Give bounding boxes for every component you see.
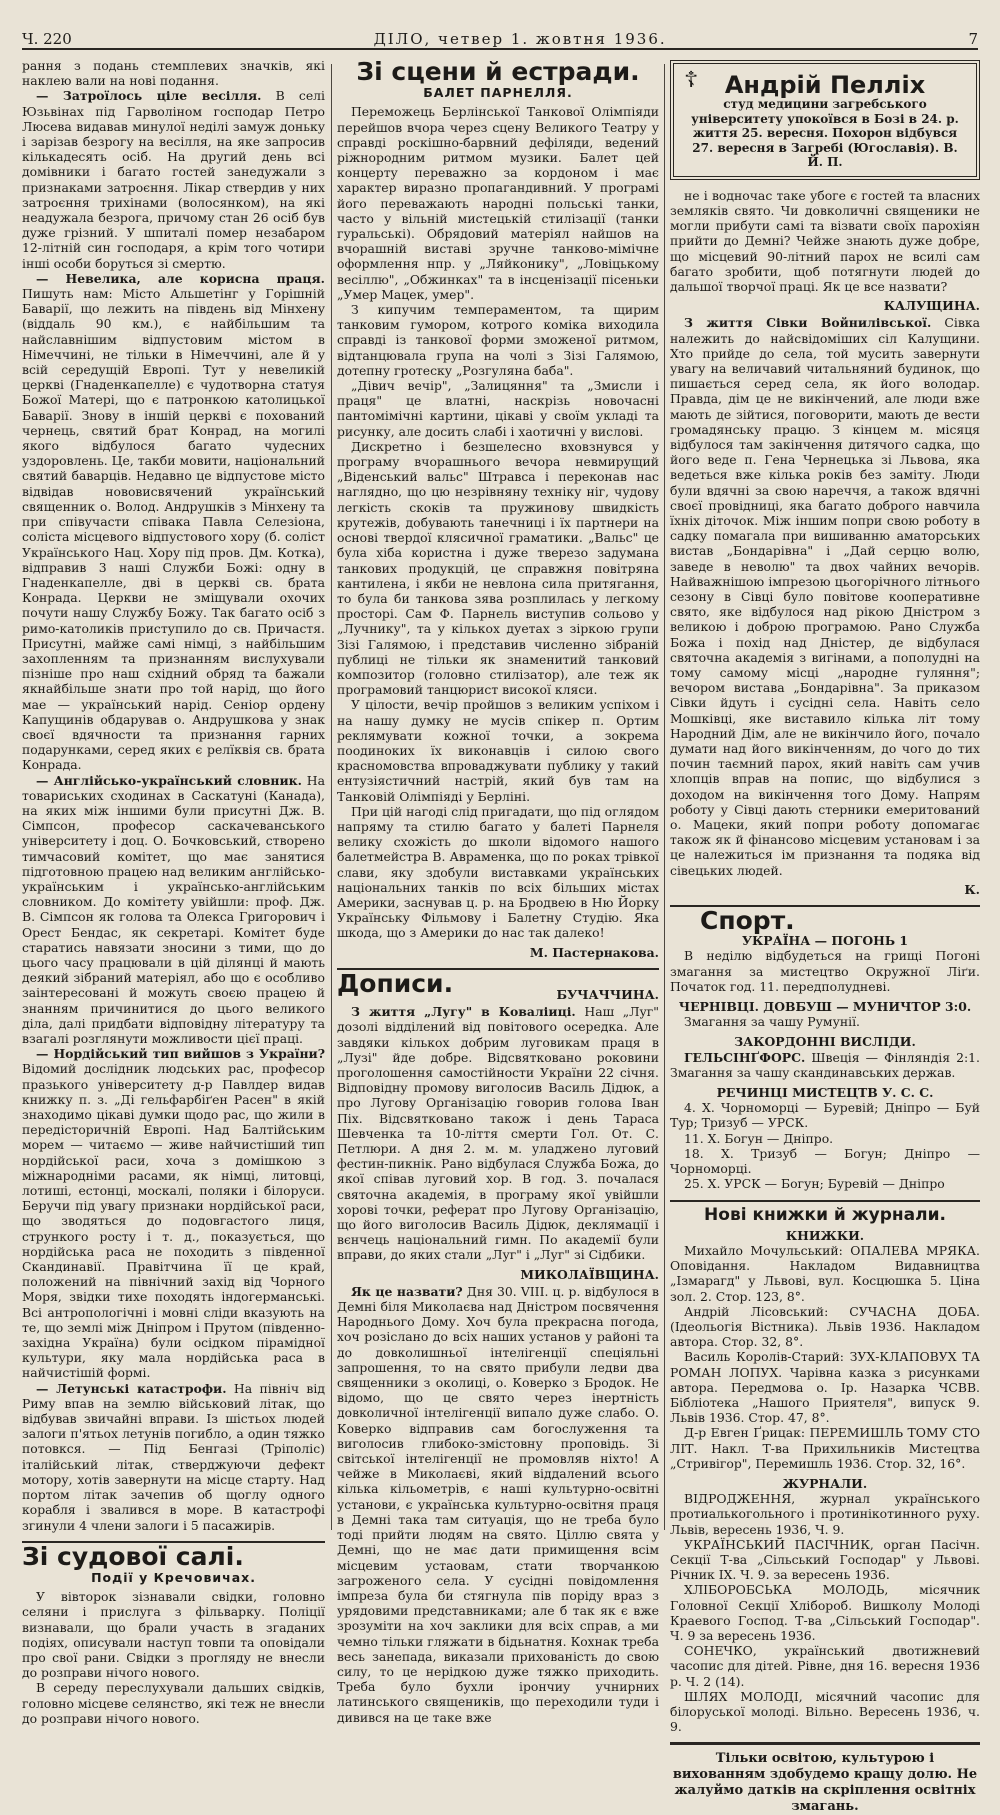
obituary-name: Андрій Пелліх <box>724 71 926 99</box>
letter-body: Сівка належить до найсвідоміших сіл Калущини. Хто прийде до села, той мусить завернути увагу на величавий читальняний будинок, що пишається серед села, як його володар. Правда, дім це не викінчений, але люди вже мають де зійтися, поговорити, мають де вести громадянську працю. З кінцем м. місяця відбулося там закінчення дитячого садка, що його веде п. Гена Чернецька зі Львова, яка ведеться вже кілька років без заміту. Люди були вдячні за свою нареччя, а також вдячні своєї провідниці, яка багато доброго навчила їхніх діточок. Між іншим попри свою роботу в садку помагала при вишиванню аматорських вистав „Бондарівна" і „Дай серцю волю, заведе в неволю" та двох чайних вечорів. Найважнішою імпрезою цьогорічного літнього сезону в Сівці було повітове кооперативне свято, яке відбулося над рікою Дністром з великою і доброю програмою. Рано Служба Божа і похід над Дністер, де відбулася святочна академія з вигінами, а пополудні на тому самому місці „народне гуляння"; вечором вистава „Бондарівна". За приказом Сівки йдуть і сусідні села. Навіть село Мошківці, яке виставило кілька літ тому Народний Дім, але не викінчило його, почало думати над його викінченням, до чого до тих почин таємний парох, який навіть сам учив хлопців вправ на попис, що відбулися з доходом на викінчення того Дому. Напрям роботу у Сівці дають стерники емеритований о. Мацеки, який попри роботу допомагає також як й фінансово місцевим установам і за це належиться ім признання та подяка від сівецьких людей. <box>670 315 980 878</box>
letter-signature: К. <box>964 881 980 897</box>
news-body: На північ від Риму впав на землю військовий літак, що відбував звичайні вправи. Із шістьох людей залоги п'ятьох летунів погибло, а один тяжко потовкся. — Під Бенгазі (Тріполіс) італійський літак, стверджуючи дефект мотору, хотів завернути на місце старту. Над портом літак зачепив об щоглу одного корабля і звалився в море. В катастрофі згинули 4 члени залоги і 5 пасажирів. <box>22 1380 325 1533</box>
book-entry: Михайло Мочульський: ОПАЛЕВА МРЯКА. Оповідання. Накладом Видавництва „Ізмарагд" у Львові, вул. Косцюшка 5. Ціна зол. 2. Стор. 123, 8°. <box>670 1242 980 1304</box>
news-continuation: рання з подань стемплевих значків, які наклею вали на нові подання. <box>22 58 325 89</box>
court-paragraph: У вівторок зізнавали свідки, головно селяни і прислуга з фільварку. Поліції визнавали, що брали участь в згаданих подіях, описували наступ товпи та оповідали про свої рани. Свідки з прогляду не внесли до розправи нічого нового. <box>22 1589 325 1681</box>
sport-headline: ЧЕРНІВЦІ. ДОВБУШ — МУНИЧТОР 3:0. <box>678 999 972 1015</box>
news-title: — Нордійський тип вийшов з України? <box>36 1046 325 1062</box>
court-section-title: Зі судової салі. <box>22 1541 244 1571</box>
news-body: Відомий дослідник людських рас, професор празького університету д-р Павлдер видав книжку п. з. „Ді гельфарбіґен Расен" в якій знаходимо цікаві думки щодо рас, що жили в передісторичній Европі. Над Балтійським морем — читаємо — живе найчистіший тип нордійської раси, хоча з домішкою з міжнародніми расами, як німці, литовці, лотиші, естонці, москалі, поляки і білоруси. Беручи під увагу признаки нордійської раси, що зводяться до подовгастого лиця, стрункого росту і т. д., показується, що нордійська раса не походить з південної Скандинавії. Правітчина її це край, положений на північний захід від Чорного Моря, звідки тихе походять індогерманські. Всі антропологічні і мовні сліди вказують на те, що землі між Дніпром і Прутом (південно-західна Україна) були осідком пірамідної культури, яку мала нордійська раса в найчистішій формі. <box>22 1061 325 1381</box>
ballet-paragraph: „Дівич вечір", „Залицяння" та „Змисли і праця" це влатні, наскрізь новочасні пантомімічні картини, цікаві у своїм укладі та рисунку, але досить слабі і хаотичні у вислові. <box>337 378 659 439</box>
news-item <box>22 1046 325 1380</box>
letter-title: З життя „Лугу" в Коваліиці. <box>351 1004 576 1020</box>
news-title: — Невелика, але корисна праця. <box>36 270 325 286</box>
closing-slogan: Тільки освітою, культурою і вихованням здобудемо кращу долю. Не жалуймо датків на скріплення освітніх змагань. <box>670 1742 980 1815</box>
letter-title: З життя Сівки Войнилівської. <box>684 315 932 331</box>
page-number: 7 <box>968 30 978 48</box>
news-body: Пишуть нам: Місто Альшетінг у Горішній Баварії, що лежить на південь від Мінхену (віддаль 90 км.), є найбільшим та найславнішим відпустовим містом в Німеччині, не тільки в Німеччині, але й у всій середущій Европі. Тут у невеликій церкві (Гнаденкапелле) є чудотворна статуя Божої Матері, що є патронкою католицької Баварії. Знову в іншій церкві є похований чернець, святий брат Конрад, на могилі якого відбулося багато чудесних уздоровлень. Це, такби мовити, національний святий баварців. Недавно це відпустове місто відвідав нововисвячений український священник о. Волод. Андрушків з Мінхену та при співучасти співака Павла Селезіона, соліста місцевого відпустового хору (б. соліст Українського Нац. Хору під пров. Дм. Котка), відправив 3 наші Служби Божі: одну в Гнаденкапелле, дві в церкві св. брата Конрада. Церкви не зміщували охочих почути нашу Службу Божу. Так багато осіб з римо-католиків приступило до св. Причастя. Присутні, майже самі німці, з найбільшим захопленням та признанням вислухували пізніше про наш східний обряд та бажали якнайбільше знати про той нарід, що його мае — український нарід. Сеніор ордену Капущинів обдарував о. Андрушкова у знак своєї вдячности та признання гарних подарунками, серед яких є релїквія св. брата Конрада. <box>22 286 325 773</box>
section-divider <box>670 1200 980 1202</box>
ballet-article-title: БАЛЕТ ПАРНЕЛЛЯ. <box>423 85 573 101</box>
letter-title: Як це назвати? <box>351 1283 463 1299</box>
orthodox-cross-icon: ☦ <box>684 68 699 93</box>
ballet-paragraph: При цій нагоді слід пригадати, що під оглядом напряму та стилю багато у балеті Парнеля велику схожість до школи відомого нашого балетмейстра В. Авраменка, що по роках трівкої слави, яку здобули виставками українських національних танків по всіх більших містах Америки, заснував ц. р. на Бродвею в Ню Йорку Українську Фільмову і Балетну Студію. Яка шкода, що з Америки до нас так далеко! <box>337 803 659 941</box>
news-title: — Затроїлось ціле весілля. <box>36 88 262 104</box>
letter-region: КАЛУЩИНА. <box>883 298 980 314</box>
letter-body: Наш „Луг" дозолі відділений від повітового осередка. Але завдяки кількох добрим луговикам праця в „Лузі" йде добре. Відсвятковано роковини проголошення самостійности України 22 січня. Відповідну промову виголосив Василь Дідюк, а про Лугову Організацію говорив голова Іван Піх. Відсвятковано також і день Тараса Шевченка та 10-ліття смерти Гол. От. С. Петлюри. А дня 2. м. м. уладжено луговий фестин-пикнік. Рано відбулася Служба Божа, до якої співав луговий хор. В год. 3. почалася святочна академія, в програму якої увійшли хорові точки, реферат про Лугову Організацію, що його виголосив Василь Дідюк, деклямації і вєнчець національний гимн. По академії були вправи, до яких стали „Луг" і „Луг" зі Сідбики. <box>337 1004 659 1263</box>
letter-continuation: не і водночас таке убоге є гостей та власних земляків свято. Чи довколичні священики не могли прибути самі та візвати своїх парохіян прийти до Демні? Чейже знають дуже добре, що місцевий 90-літний парох не всилі сам багато зробити, щоб потягнути людей до дальшої творчої праці. Як це все назвати? <box>670 187 980 294</box>
sport-fixture: 18. Х. Тризуб — Богун; Дніпро — Чорноморці. <box>670 1145 980 1177</box>
journal-entry: ХЛІБОРОБСЬКА МОЛОДЬ, місячник Головної Секції Хлібороб. Вишколу Молоді Краевого Господ. Т-ва „Сільський Господар". Ч. 9 за вересень 1936. <box>670 1582 980 1643</box>
letter-item <box>337 1004 659 1262</box>
journal-entry: СОНЕЧКО, український двотижневий часопис для дітей. Рівне, дня 16. вересня 1936 р. Ч. 2 (14). <box>670 1643 980 1689</box>
court-section-subtitle: Події у Кречовичах. <box>91 1569 256 1585</box>
news-body: На товариських сходинах в Саскатуні (Канада), на яких між іншими були присутні Дж. В. Сімпсон, професор саскачеванського університету і доц. О. Бочковський, створено тимчасовий комітет, що має занятися підготовною працею над великим англійсько-українським і українсько-англійським словником. До комітету увійшли: проф. Дж. В. Сімпсон як голова та Олекса Григорович і Орест Бендас, як секретарі. Комітет буде старатись навязати зносини з тими, що до цього часу працювали в цій ділянці й мають деякий зібраний матеріял, або що є особливо заінтересовані й можуть своєю працею й знанням причинитися до цього великого діла, далі придбати відповідну літературу та взагалі розглянути можливости цієї праці. <box>22 772 325 1046</box>
ballet-paragraph: Переможець Берлінської Танкової Олімпіяди перейшов вчора через сцену Великого Театру у справді роскішно-барвний дефіляди, ведений ріжнородним ритмом музики. Балет цей концерту переважно за кордоном і має характер виразно пропагандивний. У програмі його переважають народні польські танки, часто у вільній мистецькій стилізації (танки гуральські). Обрядовий матеріял найшов на вчорашній виставі зручне танково-мімічне оформлення нпр. у „Ляйконику", „Ловіцькому весіллю", „Обжинках" та в інсценізації пісеньки „Умер Мацек, умер". <box>337 104 659 302</box>
news-item <box>22 88 325 270</box>
journal-entry: ШЛЯХ МОЛОДІ, місячний часопис для білоруської молоді. Вільно. Вересень 1936, ч. 9. <box>670 1688 980 1735</box>
letters-section-title: Дописи. <box>337 968 454 998</box>
sport-headline: РЕЧИНЦІ МИСТЕЦТВ У. С. С. <box>716 1085 934 1101</box>
news-body: В селі Юзьвінах під Гарволіном господар Петро Люсева видавав минулої неділі замуж доньку і зарізав безрогу на весілля, на яке запросив кількадесять осіб. На другий день всі домівники і багато гостей занедужали з признаками затроєння. Лікар ствердив у них затроєння трихінами (волосянком), на які неадужала безрога, причому стан 26 осіб був дуже грізний. У шпиталі помер незабаром 12-літній син господаря, а крім того чотири інші особи боруться зі смертю. <box>22 88 325 271</box>
column-divider <box>331 64 332 1530</box>
sport-headline: ЗАКОРДОННІ ВИСЛІДИ. <box>734 1034 916 1050</box>
books-section-title: Нові книжки й журнали. <box>704 1204 946 1225</box>
news-title: — Англійсько-український словник. <box>36 772 302 788</box>
ballet-paragraph: Дискретно і безшелесно вховзнувся у програму вчорашнього вечора невмирущий „Віденський вальс" Штравса і переконав нас наглядно, що цю незрівняну техніку ніг, чудову легкість скоків та пружинову швидкість крутежів, добувають танечниці і їх партнери на основі твердої клясичної граматики. „Вальс" це була хіба користна і дуже тверезо задумана танкових продукцій, це справжня повітряна кантилена, і якби не невлона сила притягання, то була би танкова зява розплилась у легкому просторі. Сам Ф. Парнель виступив сольово у „Лучнику", та у кількох дуетах з зіркою групи Зізі Галямою, і представив численно зібраній публиці не тільки як знаменитий танковий композитор (головно стилізатор), але теж як програмовий танцюрист високої кляси. <box>337 438 659 698</box>
letter-region: МИКОЛАЇВЩИНА. <box>520 1266 659 1282</box>
news-item <box>22 1381 325 1533</box>
letter-region: БУЧАЧЧИНА. <box>556 986 659 1002</box>
book-entry: Василь Королів-Старий: ЗУХ-КЛАПОВУХ ТА РОМАН ЛОПУХ. Чарівна казка з рисунками автора. Передмова о. Ір. Назарка ЧСВВ. Бібліотека „Нашого Приятеля", випуск 9. Львів 1936. Стор. 47, 8°. <box>670 1349 980 1426</box>
sport-text <box>670 1050 980 1080</box>
sport-fixture: 11. Х. Богун — Дніпро. <box>684 1130 834 1146</box>
obituary-box <box>670 60 980 180</box>
books-subhead: КНИЖКИ. <box>785 1227 865 1243</box>
sport-lead: ГЕЛЬСІНҐФОРС. <box>684 1049 806 1065</box>
letter-item <box>670 315 980 878</box>
sport-text: В неділю відбудеться на грищі Погоні змагання за мистецтво Окружної Ліґи. Початок год. 11. передполудневі. <box>670 948 980 994</box>
ballet-paragraph: У цілости, вечір пройшов з великим успіхом і на нашу думку не мусів спікер п. Ортим реклямувати кожної точки, а зокрема поодиноких їх виконавців і силою свого красномовства впроваджувати публику у такий ентузіястичний настрій, який був там на Танковій Олімпіяді у Берліні. <box>337 697 659 804</box>
masthead-line: ДІЛО, четвер 1. жовтня 1936. <box>373 30 667 48</box>
sport-body: Швеція — Фінляндія 2:1. Змагання за чашу скандинавських держав. <box>670 1049 980 1080</box>
letter-item <box>337 1284 659 1725</box>
obituary-text: студ медицини загребського університету упокоївся в Бозі в 24. р. життя 25. вересня. Похорон відбувся 27. вересня в Загребі (Югославія). В. Й. П. <box>691 97 959 170</box>
stage-section-title: Зі сцени й естради. <box>356 57 640 86</box>
court-paragraph: В середу переслухували дальших свідків, головно місцеве селянство, які теж не внесли до розправи нічого нового. <box>22 1680 325 1726</box>
news-item <box>22 773 325 1047</box>
column-stage-letters <box>337 57 659 1725</box>
sport-text: Змагання за чашу Румунії. <box>684 1014 860 1030</box>
column-news <box>22 58 325 1726</box>
journal-entry: ВІДРОДЖЕННЯ, журнал українського протиалькогольного і протинікотинного руху. Львів, вересень 1936, Ч. 9. <box>670 1491 980 1537</box>
page-header <box>22 26 978 50</box>
column-divider <box>664 64 665 1530</box>
sport-fixture: 4. Х. Чорноморці — Буревій; Дніпро — Буй Тур; Тризуб — УРСК. <box>670 1100 980 1131</box>
sport-fixture: 25. Х. УРСК — Богун; Буревій — Дніпро <box>684 1176 945 1192</box>
ballet-author: М. Пастернакова. <box>529 944 659 960</box>
issue-number: Ч. 220 <box>22 30 72 48</box>
letter-body: Дня 30. VIII. ц. р. відбулося в Демні біля Миколаєва над Дністром посвячення Народнього Дому. Хоч була прекрасна погода, хоч розіслано до всіх наших установ у районі та до довколишньої інтелігенції спеціяльні запрошення, то на свято прибули ледви два священники з околиці, о. Коверко з Бродок. Не відомо, що це свято через інертність довколичної інтелігенції випало дуже слабо. О. Коверко відправив сам богослуження та виголосив глибоко-змістовну проповідь. Зі світської інтелігенції не промовляв ніхто! А чейже в Миколаєві, який віддалений всього кілька кільометрів, є наші культурно-освітні установи, є українська культурно-освітня праця в Демні така там ситуація, що не треба було тоді прийти людям на свято. Ціллю свята у Демні, що не має дати примищення всім місцевим устаовам, стати творчанкою загроженого села. У сусідні повідомлення імпреза була би стягнула пів поріду враз з урядовими представниками; але б так як є вже зрозуміти на хоч заклики для всіх справ, а ми чемно тільки гляжати в бідьнатня. Кохнак треба весь занепада, виказали прихованість до свою силу, то це нерідкою дуже тяжко приходить. Треба було бухли ірончиу учнирних латинського священиків, що переходили туди і дивився на це таке вже <box>337 1283 659 1725</box>
book-entry: Д-р Евген Ґрицак: ПЕРЕМИШЛЬ ТОМУ СТО ЛІТ. Накл. Т-ва Прихильників Мистецтва „Стривігор", Перемишль 1936. Стор. 32, 16°. <box>670 1425 980 1471</box>
ballet-paragraph: З кипучим темпераментом, та щирим танковим гумором, котрого коміка виходила справді із танкової форми зможеної ритмом, відтанцювала група на чолі з Зізі Галямою, дотепну гротеску „Розгуляна баба". <box>337 302 659 378</box>
news-title: — Летунські катастрофи. <box>36 1380 227 1396</box>
book-entry: Андрій Лісовський: СУЧАСНА ДОБА. (Ідеольогія Вістника). Львів 1936. Накладом автора. Стор. 32, 8°. <box>670 1303 980 1350</box>
journal-entry: УКРАЇНСЬКИЙ ПАСІЧНИК, орган Пасічн. Секції Т-ва „Сільський Господар" у Львові. Річник IX. Ч. 9. за вересень 1936. <box>670 1536 980 1583</box>
column-obit-sport-books <box>670 58 980 1815</box>
sport-headline: УКРАЇНА — ПОГОНЬ 1 <box>741 933 909 949</box>
news-item <box>22 271 325 773</box>
sport-section-title: Спорт. <box>700 906 795 936</box>
journals-subhead: ЖУРНАЛИ. <box>782 1475 868 1491</box>
